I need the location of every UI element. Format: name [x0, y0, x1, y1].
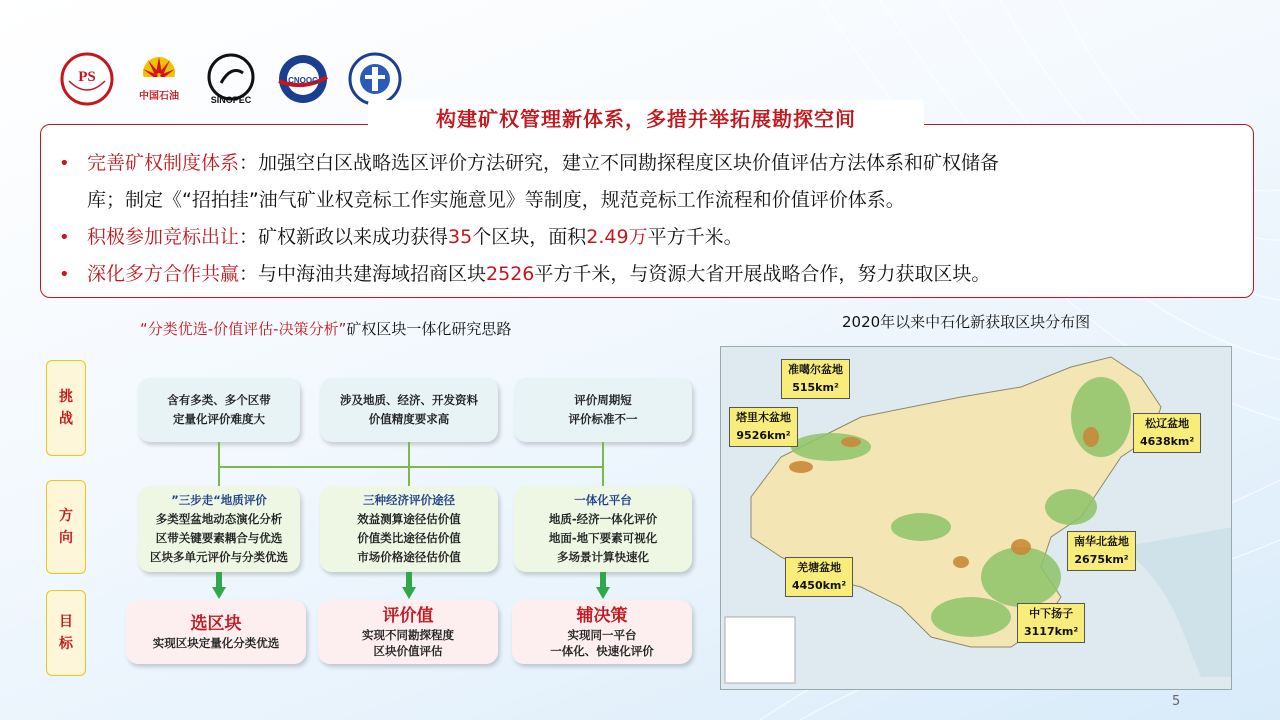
goal-line: 一体化、快速化评价: [550, 644, 654, 658]
bullet-dot-icon: •: [59, 153, 70, 174]
down-arrow-icon: [216, 572, 222, 588]
flow-diagram-title: [140, 318, 511, 339]
callout-area: 4638km²: [1140, 435, 1195, 448]
block-distribution-map: [720, 346, 1232, 690]
bullet-text: 平方千米。: [647, 226, 743, 248]
down-arrow-icon: [600, 572, 606, 588]
direction-box: [138, 486, 300, 572]
goal-line: 实现同一平台: [567, 628, 637, 642]
box-heading: ”三步走“地质评价: [171, 493, 267, 507]
box-heading: 三种经济评价途径: [363, 493, 455, 507]
callout-name: 南华北盆地: [1074, 535, 1129, 548]
bullet-text: 个区块，面积: [472, 226, 587, 248]
goal-title: 选区块: [190, 614, 242, 634]
page-number: 5: [1172, 694, 1181, 709]
connector-line: [218, 466, 604, 468]
callout-name: 松辽盆地: [1145, 417, 1190, 430]
svg-text:SINOPEC: SINOPEC: [210, 95, 252, 105]
connector-line: [408, 442, 410, 486]
logo-row: [58, 50, 404, 108]
bullet-text: 加强空白区战略选区评价方法研究，建立不同勘探程度区块价值评估方法体系和矿权储备: [258, 152, 1000, 174]
down-arrow-icon: [402, 587, 416, 599]
map-title: 2020年以来中石化新获取区块分布图: [842, 313, 1091, 331]
row-label-direction: [46, 480, 86, 574]
box-line: 评价标准不一: [568, 412, 638, 426]
goal-title: 辅决策: [576, 606, 628, 626]
direction-box: [320, 486, 498, 572]
bullet-item-3: [59, 256, 1235, 293]
bullet-separator: ：: [239, 263, 259, 285]
row-label-char: 标: [59, 636, 73, 652]
box-line: 评价周期短: [574, 393, 632, 407]
callout-area: 2675km²: [1074, 553, 1129, 566]
block-count-value: 35: [448, 226, 473, 248]
box-line: 价值类比途径估价值: [357, 531, 461, 545]
bullet-separator: ：: [239, 226, 259, 248]
connector-line: [602, 442, 604, 486]
box-line: 含有多类、多个区带: [167, 393, 271, 407]
bullet-text: 矿权新政以来成功获得: [258, 226, 449, 248]
map-callout-tarim: [729, 407, 798, 447]
map-callout-middle-lower-yangtze: [1017, 603, 1085, 643]
bullet-text: 与中海油共建海域招商区块: [258, 263, 487, 285]
box-line: 效益测算途径估价值: [357, 512, 461, 526]
row-label-char: 挑: [59, 389, 73, 405]
box-line: 多场景计算快速化: [557, 550, 649, 564]
callout-name: 准噶尔盆地: [788, 363, 843, 376]
down-arrow-icon: [406, 572, 412, 588]
row-label-char: 方: [59, 508, 73, 524]
callout-name: 中下扬子: [1029, 607, 1074, 620]
callout-area: 9526km²: [736, 429, 791, 442]
challenge-box: [320, 378, 498, 442]
row-label-char: 战: [59, 411, 73, 427]
svg-text:PS: PS: [78, 69, 96, 85]
callout-area: 4450km²: [792, 579, 847, 592]
callout-name: 塔里木盆地: [736, 411, 791, 424]
flow-title-highlight: “分类优选-价值评估-决策分析”: [140, 320, 347, 338]
cnooc-logo-icon: [274, 50, 332, 108]
direction-box: [514, 486, 692, 572]
bullet-text: 平方千米，与资源大省开展战略合作，努力获取区块。: [534, 263, 991, 285]
slide-title-bar: [368, 100, 924, 134]
box-line: 市场价格途径估价值: [357, 550, 461, 564]
down-arrow-icon: [212, 587, 226, 599]
box-line: 地面-地下要素可视化: [548, 531, 658, 545]
petrochina-logo-text: 中国石油: [139, 91, 179, 102]
bullet-dot-icon: •: [59, 227, 70, 248]
box-heading: 一体化平台: [574, 493, 632, 507]
map-callout-qiangtang: [785, 557, 853, 597]
bullet-item-2: [59, 219, 1235, 256]
goal-line: 实现区块定量化分类优选: [152, 636, 280, 650]
bullet-text: 库；制定《“招拍挂”油气矿业权竞标工作实施意见》等制度，规范竞标工作流程和价值评价体系。: [87, 189, 905, 211]
goal-box: [318, 600, 498, 664]
goal-box: [512, 600, 692, 664]
callout-area: 515km²: [792, 381, 839, 394]
box-line: 区块多单元评价与分类优选: [150, 550, 288, 564]
bullet-heading: 深化多方合作共赢: [87, 263, 240, 285]
goal-line: 实现不同勘探程度: [362, 628, 454, 642]
box-line: 地质-经济一体化评价: [548, 512, 658, 526]
society-logo-icon: [58, 50, 116, 108]
slide-title: 构建矿权管理新体系，多措并举拓展勘探空间: [436, 106, 856, 131]
row-label-char: 目: [59, 614, 73, 630]
svg-text:CNOOC: CNOOC: [288, 76, 318, 85]
sea-area-value: 2526: [486, 263, 535, 285]
map-callout-south-north-china: [1067, 531, 1136, 571]
box-line: 定量化评价难度大: [173, 412, 265, 426]
callout-area: 3117km²: [1024, 625, 1079, 638]
row-label-challenge: [46, 360, 86, 456]
bullet-heading: 完善矿权制度体系: [87, 152, 240, 174]
map-callout-junggar: [781, 359, 850, 399]
goal-box: [126, 600, 306, 664]
down-arrow-icon: [596, 587, 610, 599]
bullet-heading: 积极参加竞标出让: [87, 226, 240, 248]
box-line: 多类型盆地动态演化分析: [155, 512, 283, 526]
bullet-dot-icon: •: [59, 264, 70, 285]
challenge-box: [514, 378, 692, 442]
row-label-char: 向: [59, 530, 73, 546]
bullet-separator: ：: [239, 152, 259, 174]
map-callout-songliao: [1133, 413, 1201, 453]
petrochina-logo-icon: [130, 50, 188, 108]
bullet-item-1-continued: [59, 182, 1235, 219]
area-value: 2.49万: [586, 226, 648, 248]
box-line: 价值精度要求高: [368, 412, 450, 426]
box-line: 涉及地质、经济、开发资料: [340, 393, 478, 407]
connector-line: [218, 442, 220, 486]
sinopec-logo-icon: [202, 50, 260, 108]
row-label-goal: [46, 590, 86, 676]
box-line: 区带关键要素耦合与优选: [155, 531, 283, 545]
challenge-box: [138, 378, 300, 442]
goal-line: 区块价值评估: [373, 644, 443, 658]
callout-name: 羌塘盆地: [797, 561, 842, 574]
goal-title: 评价值: [382, 606, 434, 626]
bullet-item-1: [59, 145, 1235, 182]
key-points-box: [40, 124, 1254, 298]
flow-title-text: 矿权区块一体化研究思路: [346, 320, 512, 338]
